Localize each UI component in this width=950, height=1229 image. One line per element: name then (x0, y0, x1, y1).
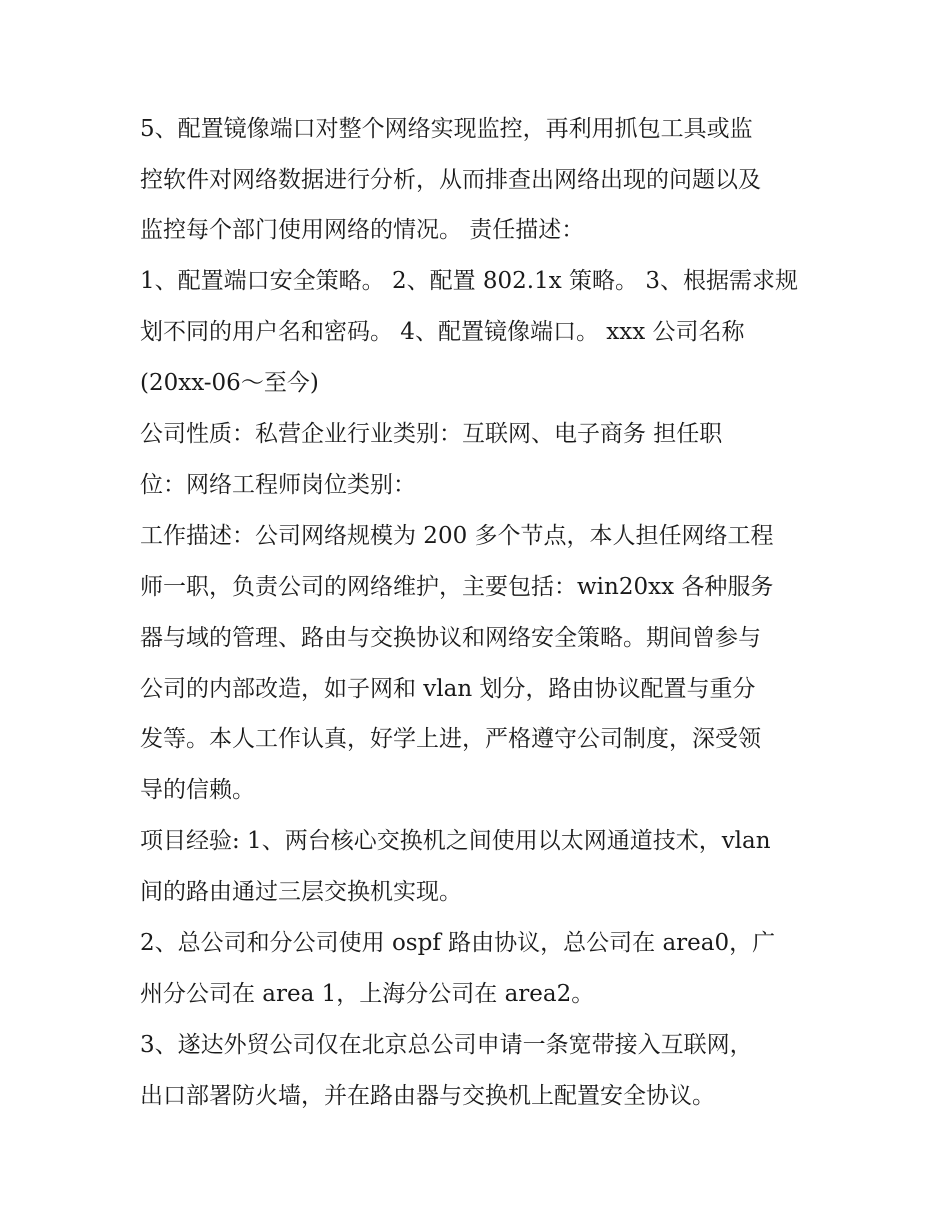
text-line: 位：网络工程师岗位类别： (140, 472, 416, 498)
text-line: 间的路由通过三层交换机实现。 (140, 879, 462, 905)
text-line: 项目经验: 1、两台核心交换机之间使用以太网通道技术，vlan (140, 828, 771, 854)
text-line: 划不同的用户名和密码。 4、配置镜像端口。 xxx 公司名称 (140, 319, 745, 345)
text-line: 监控每个部门使用网络的情况。 责任描述： (140, 217, 585, 243)
text-line: 5、配置镜像端口对整个网络实现监控，再利用抓包工具或监 (140, 116, 753, 142)
text-line: 导的信赖。 (140, 777, 255, 803)
text-line: 公司性质：私营企业行业类别：互联网、电子商务 担任职 (140, 421, 723, 447)
text-line: 1、配置端口安全策略。 2、配置 802.1x 策略。 3、根据需求规 (140, 268, 798, 294)
text-line: 发等。本人工作认真，好学上进，严格遵守公司制度，深受领 (140, 726, 761, 752)
text-line: 出口部署防火墙，并在路由器与交换机上配置安全协议。 (140, 1083, 715, 1109)
text-line: 工作描述：公司网络规模为 200 多个节点，本人担任网络工程 (140, 523, 774, 549)
text-line: 师一职，负责公司的网络维护，主要包括：win20xx 各种服务 (140, 574, 774, 600)
text-line: 器与域的管理、路由与交换协议和网络安全策略。期间曾参与 (140, 625, 761, 651)
text-line: (20xx-06～至今) (140, 370, 319, 396)
text-line: 州分公司在 area 1，上海分公司在 area2。 (140, 981, 595, 1007)
text-line: 控软件对网络数据进行分析，从而排查出网络出现的问题以及 (140, 167, 761, 193)
text-line: 3、遂达外贸公司仅在北京总公司申请一条宽带接入互联网， (140, 1032, 753, 1058)
text-line: 2、总公司和分公司使用 ospf 路由协议，总公司在 area0，广 (140, 930, 776, 956)
text-line: 公司的内部改造，如子网和 vlan 划分，路由协议配置与重分 (140, 676, 756, 702)
